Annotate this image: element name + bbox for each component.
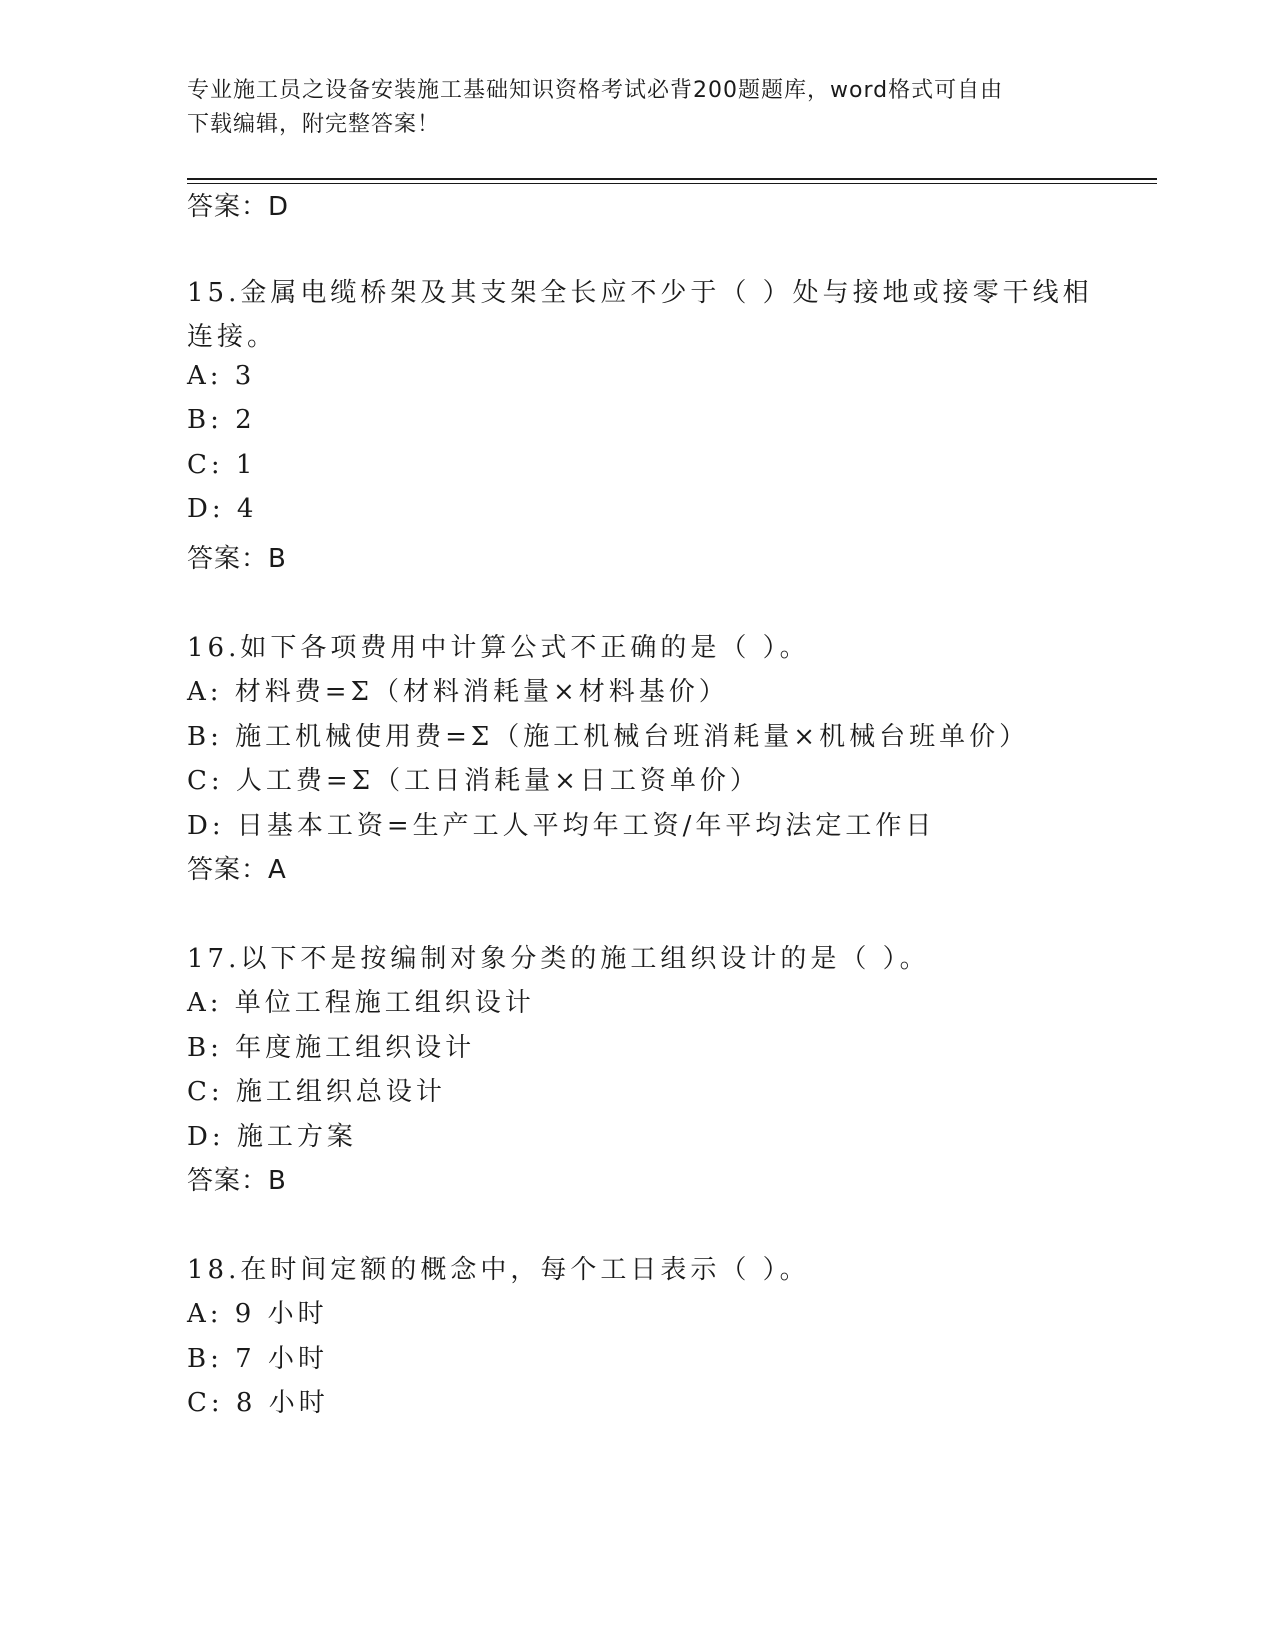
document-header — [187, 74, 1087, 142]
option-b: B: 7 小时 — [187, 1344, 328, 1374]
option-d: D: 日基本工资=生产工人平均年工资/年平均法定工作日 — [187, 811, 936, 841]
answer-line: 答案：B — [187, 1166, 287, 1196]
option-c: C: 人工费=Σ（工日消耗量×日工资单价） — [187, 766, 760, 796]
option-c: C: 施工组织总设计 — [187, 1077, 446, 1107]
question-stem: 17.以下不是按编制对象分类的施工组织设计的是（ ）。 — [187, 944, 930, 974]
answer-line: 答案：D — [187, 192, 290, 222]
header-rule-thick — [187, 178, 1157, 180]
option-a: A: 3 — [187, 361, 256, 391]
option-a: A: 9 小时 — [187, 1299, 328, 1329]
question-stem: 18.在时间定额的概念中，每个工日表示（ ）。 — [187, 1255, 810, 1285]
option-c: C: 1 — [187, 450, 257, 480]
question-stem: 15.金属电缆桥架及其支架全长应不少于（ ）处与接地或接零干线相 — [187, 278, 1093, 308]
question-stem: 16.如下各项费用中计算公式不正确的是（ ）。 — [187, 633, 810, 663]
option-a: A: 材料费=Σ（材料消耗量×材料基价） — [187, 677, 729, 707]
header-line-1: 专业施工员之设备安装施工基础知识资格考试必背200题题库，word格式可自由 — [187, 78, 1004, 103]
option-a: A: 单位工程施工组织设计 — [187, 988, 535, 1018]
answer-line: 答案：B — [187, 544, 287, 574]
option-c: C: 8 小时 — [187, 1388, 329, 1418]
question-stem-continued: 连接。 — [187, 322, 278, 352]
header-rule-thin — [187, 183, 1157, 184]
header-line-2: 下载编辑，附完整答案！ — [187, 112, 441, 137]
option-b: B: 2 — [187, 405, 256, 435]
option-b: B: 年度施工组织设计 — [187, 1033, 476, 1063]
option-d: D: 4 — [187, 494, 258, 524]
option-b: B: 施工机械使用费=Σ（施工机械台班消耗量×机械台班单价） — [187, 722, 1030, 752]
answer-line: 答案：A — [187, 855, 287, 885]
option-d: D: 施工方案 — [187, 1122, 357, 1152]
